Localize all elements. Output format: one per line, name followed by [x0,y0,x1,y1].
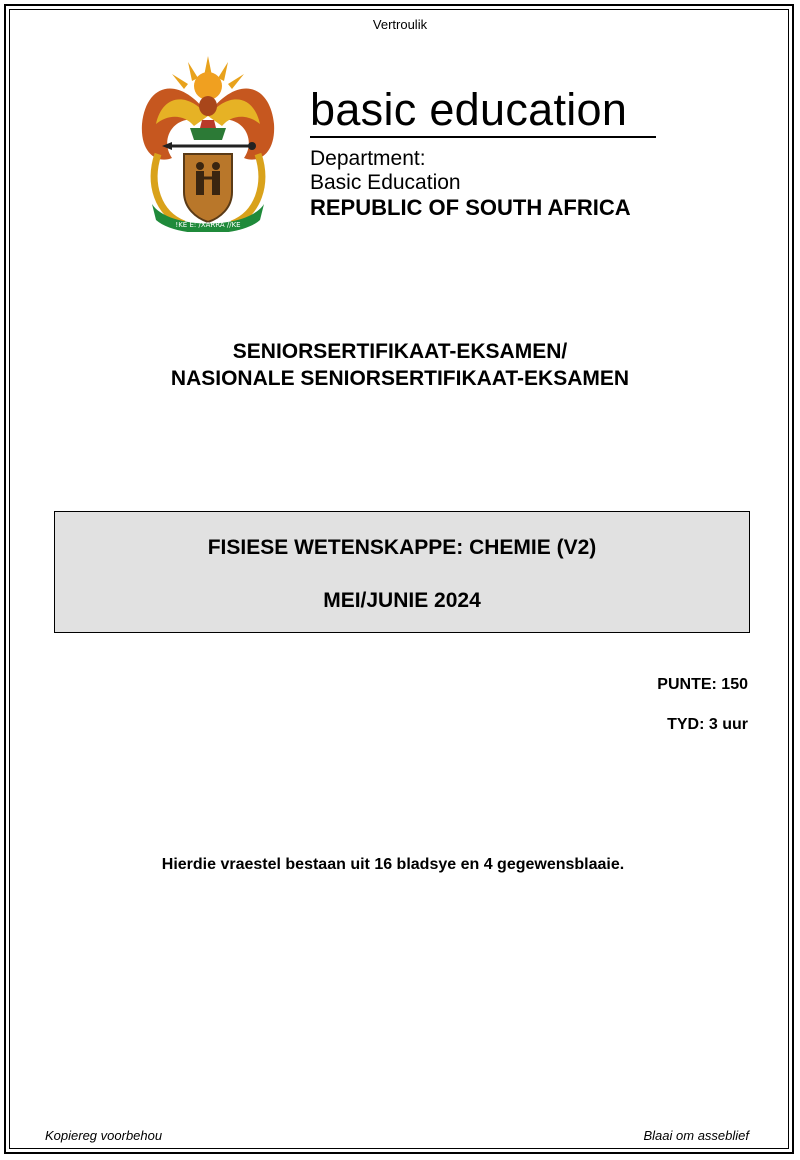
brand-divider [310,136,656,138]
time-label: TYD: 3 uur [667,716,748,733]
crest-motto: !KE E: /XARRA //KE [175,221,241,229]
department-name: Basic Education [310,171,461,194]
brand-name: basic education [310,84,628,135]
coat-of-arms-icon [138,54,278,232]
page-count-notice: Hierdie vraestel bestaan uit 16 bladsye en 4 gegewensblaaie. [161,856,625,873]
exam-title-line1: SENIORSERTIFIKAAT-EKSAMEN/ [232,340,568,363]
footer-turn-over: Blaai om asseblief [643,1128,749,1143]
subject-box [54,511,750,633]
brand-block [310,86,660,221]
exam-session: MEI/JUNIE 2024 [323,589,481,612]
exam-title-line2: NASIONALE SENIORSERTIFIKAAT-EKSAMEN [170,367,630,390]
footer-copyright: Kopiereg voorbehou [45,1128,163,1143]
marks-label: PUNTE: 150 [657,676,748,693]
country-name: REPUBLIC OF SOUTH AFRICA [310,195,631,220]
subject-title: FISIESE WETENSKAPPE: CHEMIE (V2) [207,536,597,559]
department-label: Department: [310,147,426,170]
confidentiality-label: Vertroulik [372,17,428,32]
exam-title [0,338,800,392]
